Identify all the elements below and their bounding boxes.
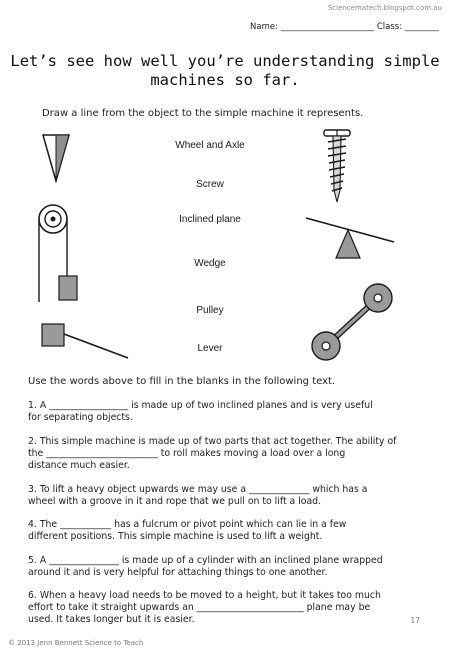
label-screw: Screw xyxy=(196,179,224,190)
question-5: 5. A _______________ is made up of a cylinder with an inclined plane wrapped around it and is very helpful for attaching things to one another. xyxy=(28,555,383,578)
page-number: 17 xyxy=(410,616,420,625)
fill-blanks-instruction: Use the words above to fill in the blanks in the following text. xyxy=(28,376,336,387)
pulley-icon xyxy=(38,202,88,306)
label-wheel-and-axle: Wheel and Axle xyxy=(175,140,245,151)
page-title: Let’s see how well you’re understanding simple machines so far. xyxy=(10,52,440,89)
copyright-footer: © 2013 Jenn Bennett Science to Teach xyxy=(8,639,144,647)
wedge-icon xyxy=(40,133,72,183)
label-pulley: Pulley xyxy=(196,305,224,316)
screw-icon xyxy=(322,128,352,204)
label-inclined-plane: Inclined plane xyxy=(179,214,241,225)
lever-block-icon xyxy=(40,320,132,362)
label-wedge: Wedge xyxy=(194,258,226,269)
source-url: Sciencematech.blogspot.com.au xyxy=(327,4,442,12)
name-class-row: Name: ______________________ Class: ________ xyxy=(250,22,439,32)
question-6: 6. When a heavy load needs to be moved to a height, but it takes too much effort to take it straight upwards an _______________________ plane may be used. It takes longer but it is easier. xyxy=(28,590,381,625)
matching-instruction: Draw a line from the object to the simple machine it represents. xyxy=(42,108,364,119)
label-lever: Lever xyxy=(197,343,223,354)
question-1: 1. A _________________ is made up of two inclined planes and is very useful for separating objects. xyxy=(28,400,373,423)
question-4: 4. The ___________ has a fulcrum or pivot point which can lie in a few different positions. This simple machine is used to lift a weight. xyxy=(28,519,347,542)
wheel-axle-icon xyxy=(310,278,396,364)
seesaw-icon xyxy=(302,212,398,262)
question-3: 3. To lift a heavy object upwards we may use a _____________ which has a wheel with a groove in it and rope that we pull on to lift a load. xyxy=(28,484,368,507)
question-2: 2. This simple machine is made up of two parts that act together. The ability of the ________________________ to roll makes moving a load over a long distance much easier. xyxy=(28,436,397,471)
